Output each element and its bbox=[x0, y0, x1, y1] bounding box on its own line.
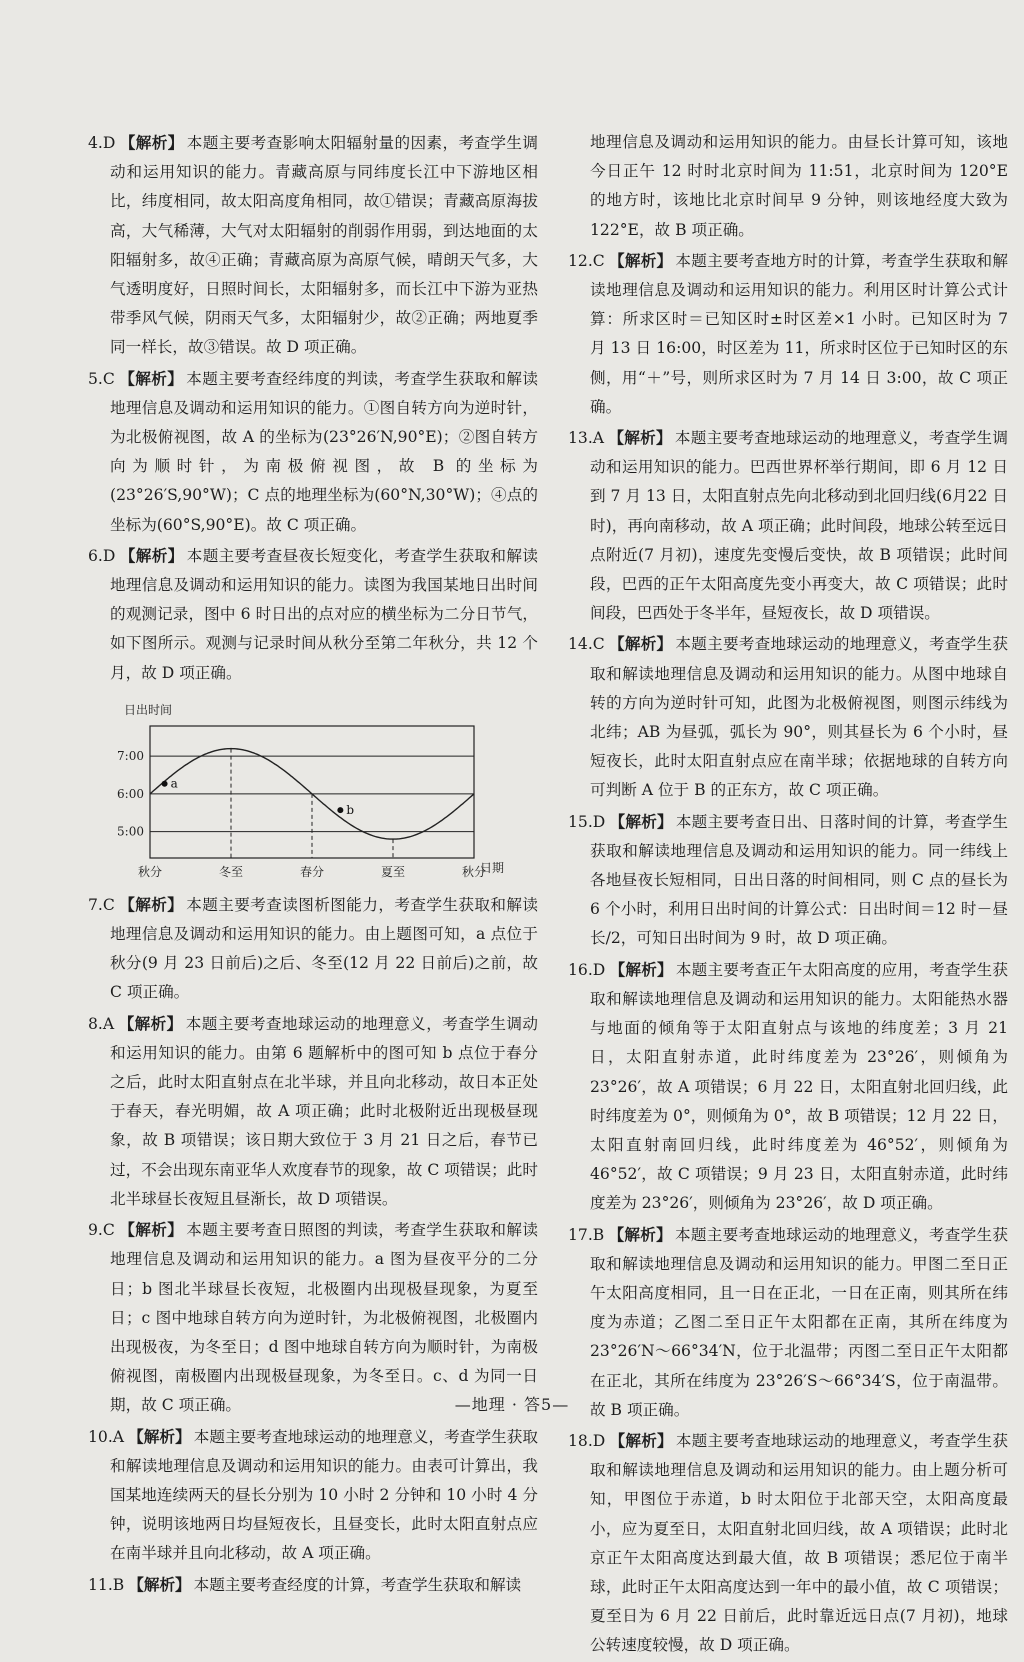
y-tick-label: 7:00 bbox=[117, 749, 144, 764]
answer-item bbox=[88, 1422, 538, 1569]
sunrise-chart bbox=[88, 696, 508, 886]
answer-text: 本题主要考查日照图的判读，考查学生获取和解读地理信息及调动和运用知识的能力。a 图为昼夜平分的二分日；b 图北半球昼长夜短，北极圈内出现极昼现象，为夏至日；c 图中地球自转方向为逆时针，为北极俯视图，北极圈内出现极夜，为冬至日；d 图中地球自转方向为顺时针，为南极俯视图，南极圈内出现极昼现象，为冬至日。c、d 为同一日期，故 C 项正确。 bbox=[110, 1221, 538, 1415]
analysis-tag: 【解析】 bbox=[609, 1430, 673, 1450]
analysis-tag: 【解析】 bbox=[118, 1013, 183, 1033]
answer-item bbox=[88, 541, 538, 688]
point-a bbox=[162, 781, 168, 787]
answer-item bbox=[88, 890, 538, 1008]
answer-body bbox=[568, 955, 1008, 1219]
answer-text: 本题主要考查地球运动的地理意义，考查学生获取和解读地理信息及调动和运用知识的能力。由表可计算出，我国某地连续两天的昼长分别为 10 小时 2 分钟和 10 小时 4 分钟，说明该地两日均昼短夜长，且昼变长，此时太阳直射点应在南半球并且向北移动，故 A 项正确。 bbox=[110, 1427, 538, 1563]
analysis-tag: 【解析】 bbox=[609, 811, 673, 831]
answer-body bbox=[88, 128, 538, 363]
answer-number: 16.D bbox=[568, 960, 606, 979]
analysis-tag: 【解析】 bbox=[118, 894, 184, 914]
point-label: a bbox=[170, 776, 178, 791]
answer-text: 本题主要考查正午太阳高度的应用，考查学生获取和解读地理信息及调动和运用知识的能力。太阳能热水器与地面的倾角等于太阳直射点与该地的纬度差；3 月 21 日，太阳直射赤道，此时纬度差为 23°26′，则倾角为 23°26′，故 A 项错误；6 月 22 日，太阳直射北回归线，此时纬度差为 0°，则倾角为 0°，故 B 项错误；12 月 22 日，太阳直射南回归线，此时纬度差为 46°52′，则倾角为 46°52′，故 C 项错误；9 月 23 日，太阳直射赤道，此时纬度差为 23°26′，则倾角为 23°26′，故 D 项正确。 bbox=[590, 960, 1008, 1213]
answer-item bbox=[88, 128, 538, 363]
answer-text: 本题主要考查经度的计算，考查学生获取和解读 bbox=[193, 1575, 522, 1594]
answer-text: 本题主要考查地球运动的地理意义，考查学生调动和运用知识的能力。由第 6 题解析中的图可知 b 点位于春分之后，此时太阳直射点在北半球，并且向北移动，故日本正处于春天，春光明媚，故 A 项正确；此时北极附近出现极昼现象，故 B 项错误；该日期大致位于 3 月 21 日之后，春节已过，不会出现东南亚华人欢度春节的现象，故 C 项错误；此时北半球昼长夜短且昼渐长，故 D 项错误。 bbox=[110, 1014, 538, 1208]
answer-number: 5.C bbox=[88, 369, 115, 388]
answer-number: 13.A bbox=[568, 429, 605, 448]
answer-number: 12.C bbox=[568, 251, 605, 270]
sunrise-chart-svg bbox=[88, 696, 508, 886]
analysis-tag: 【解析】 bbox=[608, 428, 672, 448]
answer-number: 14.C bbox=[568, 635, 605, 654]
answer-item bbox=[88, 364, 538, 540]
answer-number: 6.D bbox=[88, 546, 116, 565]
answer-item bbox=[568, 955, 1008, 1219]
answer-text: 本题主要考查昼夜长短变化，考查学生获取和解读地理信息及调动和运用知识的能力。读图为我国某地日出时间的观测记录，图中 6 时日出的点对应的横坐标为二分日节气，如下图所示。观测与记录时间从秋分至第二年秋分，共 12 个月，故 D 项正确。 bbox=[110, 546, 538, 682]
answer-item bbox=[88, 1215, 538, 1420]
left-column bbox=[88, 128, 538, 1601]
analysis-tag: 【解析】 bbox=[118, 1220, 184, 1240]
y-axis-label: 日出时间 bbox=[124, 702, 173, 717]
answer-body bbox=[88, 1422, 538, 1569]
analysis-tag: 【解析】 bbox=[119, 133, 184, 152]
answer-text: 本题主要考查地方时的计算，考查学生获取和解读地理信息及调动和运用知识的能力。利用区时计算公式计算：所求区时＝已知区时±时区差×1 小时。已知区时为 7 月 13 日 16:00，时区差为 11，所求时区位于已知时区的东侧，用“＋”号，则所求区时为 7 月 14 日 3:00，故 C 项正确。 bbox=[590, 251, 1008, 416]
answer-number: 7.C bbox=[88, 895, 115, 914]
answer-body bbox=[568, 246, 1008, 422]
answer-number: 11.B bbox=[88, 1575, 125, 1594]
x-axis-label: 日期 bbox=[480, 860, 505, 875]
answer-text: 本题主要考查日出、日落时间的计算，考查学生获取和解读地理信息及调动和运用知识的能力。同一纬线上各地昼夜长短相同，日出日落的时间相同，则 C 点的昼长为 6 个小时，利用日出时间的计算公式：日出时间＝12 时－昼长/2，可知日出时间为 9 时，故 D 项正确。 bbox=[590, 812, 1008, 948]
answer-number: 4.D bbox=[88, 134, 116, 152]
analysis-tag: 【解析】 bbox=[608, 634, 673, 654]
analysis-tag: 【解析】 bbox=[119, 545, 184, 565]
answer-number: 9.C bbox=[88, 1221, 115, 1240]
answer-body bbox=[568, 423, 1008, 628]
right-column bbox=[568, 128, 1008, 1662]
x-tick-label: 秋分 bbox=[461, 864, 487, 879]
answer-text: 本题主要考查地球运动的地理意义，考查学生调动和运用知识的能力。巴西世界杯举行期间，即 6 月 12 日到 7 月 13 日，太阳直射点先向北移动到北回归线(6月22 日时)，再向南移动，故 A 项正确；此时间段，地球公转至远日点附近(7 月初)，速度先变慢后变快，故 B 项错误；此时间段，巴西的正午太阳高度先变小再变大，故 C 项错误；此时间段，巴西处于冬半年，昼短夜长，故 D 项错误。 bbox=[590, 429, 1008, 623]
answer-text: 本题主要考查地球运动的地理意义，考查学生获取和解读地理信息及调动和运用知识的能力。甲图二至日正午太阳高度相同，且一日在正北，一日在正南，则其所在纬度为赤道；乙图二至日正午太阳都在正南，其所在纬度为 23°26′N～66°34′N，位于北温带；丙图二至日正午太阳都在正北，其所在纬度为 23°26′S～66°34′S，位于南温带。故 B 项正确。 bbox=[590, 1225, 1008, 1419]
answer-item bbox=[88, 1570, 538, 1600]
answer-body bbox=[88, 1570, 538, 1600]
answer-continuation: 地理信息及调动和运用知识的能力。由昼长计算可知，该地今日正午 12 时时北京时间为 11:51，北京时间为 120°E 的地方时，该地比北京时间早 9 分钟，则该地经度大致为 122°E，故 B 项正确。 bbox=[590, 133, 1008, 239]
x-tick-label: 秋分 bbox=[137, 864, 163, 879]
answer-body bbox=[88, 1215, 538, 1420]
answer-item bbox=[88, 1009, 538, 1214]
answer-body bbox=[88, 364, 538, 540]
answer-item bbox=[568, 246, 1008, 422]
answer-body bbox=[568, 807, 1008, 954]
analysis-tag: 【解析】 bbox=[608, 1224, 673, 1244]
answer-body bbox=[88, 890, 538, 1008]
answer-text: 本题主要考查影响太阳辐射量的因素，考查学生调动和运用知识的能力。青藏高原与同纬度长江中下游地区相比，纬度相同，故太阳高度角相同，故①错误；青藏高原海拔高，大气稀薄，大气对太阳辐射的削弱作用弱，到达地面的太阳辐射多，故④正确；青藏高原为高原气候，晴朗天气多，大气透明度好，日照时间长，太阳辐射多，而长江中下游为亚热带季风气候，阴雨天气多，太阳辐射少，故②正确；两地夏季同一样长，故③错误。故 D 项正确。 bbox=[110, 134, 538, 357]
point-b bbox=[337, 807, 343, 813]
x-tick-label: 冬至 bbox=[218, 864, 244, 879]
answer-body bbox=[568, 1426, 1008, 1661]
x-tick-label: 春分 bbox=[299, 864, 325, 879]
answer-number: 8.A bbox=[88, 1014, 115, 1033]
analysis-tag: 【解析】 bbox=[128, 1426, 191, 1446]
answer-item bbox=[568, 1426, 1008, 1661]
answer-number: 17.B bbox=[568, 1225, 605, 1244]
y-tick-label: 5:00 bbox=[117, 824, 144, 839]
analysis-tag: 【解析】 bbox=[118, 368, 184, 388]
answer-body bbox=[88, 541, 538, 688]
answer-number: 15.D bbox=[568, 812, 606, 831]
answer-text: 本题主要考查地球运动的地理意义，考查学生获取和解读地理信息及调动和运用知识的能力。由上题分析可知，甲图位于赤道，b 时太阳位于北部天空，太阳高度最小，应为夏至日，太阳直射北回归线，故 A 项错误；此时北京正午太阳高度达到最大值，故 B 项错误；悉尼位于南半球，此时正午太阳高度达到一年中的最小值，故 C 项错误；夏至日为 6 月 22 日前后，此时靠近远日点(7 月初)，地球公转速度较慢，故 D 项正确。 bbox=[590, 1431, 1008, 1655]
answer-body bbox=[568, 629, 1008, 805]
analysis-tag: 【解析】 bbox=[609, 959, 673, 979]
answer-item bbox=[568, 807, 1008, 954]
answer-number: 10.A bbox=[88, 1427, 125, 1446]
answer-item bbox=[568, 423, 1008, 628]
answer-item bbox=[568, 629, 1008, 805]
answer-text: 本题主要考查地球运动的地理意义，考查学生获取和解读地理信息及调动和运用知识的能力。从图中地球自转的方向为逆时针可知，此图为北极俯视图，则图示纬线为北纬；AB 为昼弧，弧长为 90°，则其昼长为 6 个小时，昼短夜长，此时太阳直射点应在南半球；依据地球的自转方向可判断 A 位于 B 的正东方，故 C 项正确。 bbox=[590, 635, 1008, 800]
y-tick-label: 6:00 bbox=[117, 786, 144, 801]
answer-number: 18.D bbox=[568, 1431, 606, 1450]
page-footer: —地理 · 答5— bbox=[454, 1395, 570, 1414]
x-tick-label: 夏至 bbox=[380, 864, 406, 879]
point-label: b bbox=[346, 802, 355, 817]
answer-body bbox=[88, 1009, 538, 1214]
analysis-tag: 【解析】 bbox=[608, 250, 673, 270]
answer-text: 本题主要考查经纬度的判读，考查学生获取和解读地理信息及调动和运用知识的能力。①图自转方向为逆时针，为北极俯视图，故 A 的坐标为(23°26′N,90°E)；②图自转方向为顺时针，为南极俯视图，故 B 的坐标为(23°26′S,90°W)；C 点的地理坐标为(60°N,30°W)；④点的坐标为(60°S,90°E)。故 C 项正确。 bbox=[110, 369, 538, 534]
analysis-tag: 【解析】 bbox=[128, 1574, 191, 1594]
answer-text: 本题主要考查读图析图能力，考查学生获取和解读地理信息及调动和运用知识的能力。由上题图可知，a 点位于秋分(9 月 23 日前后)之后、冬至(12 月 22 日前后)之前，故C 项正确。 bbox=[110, 895, 538, 1002]
